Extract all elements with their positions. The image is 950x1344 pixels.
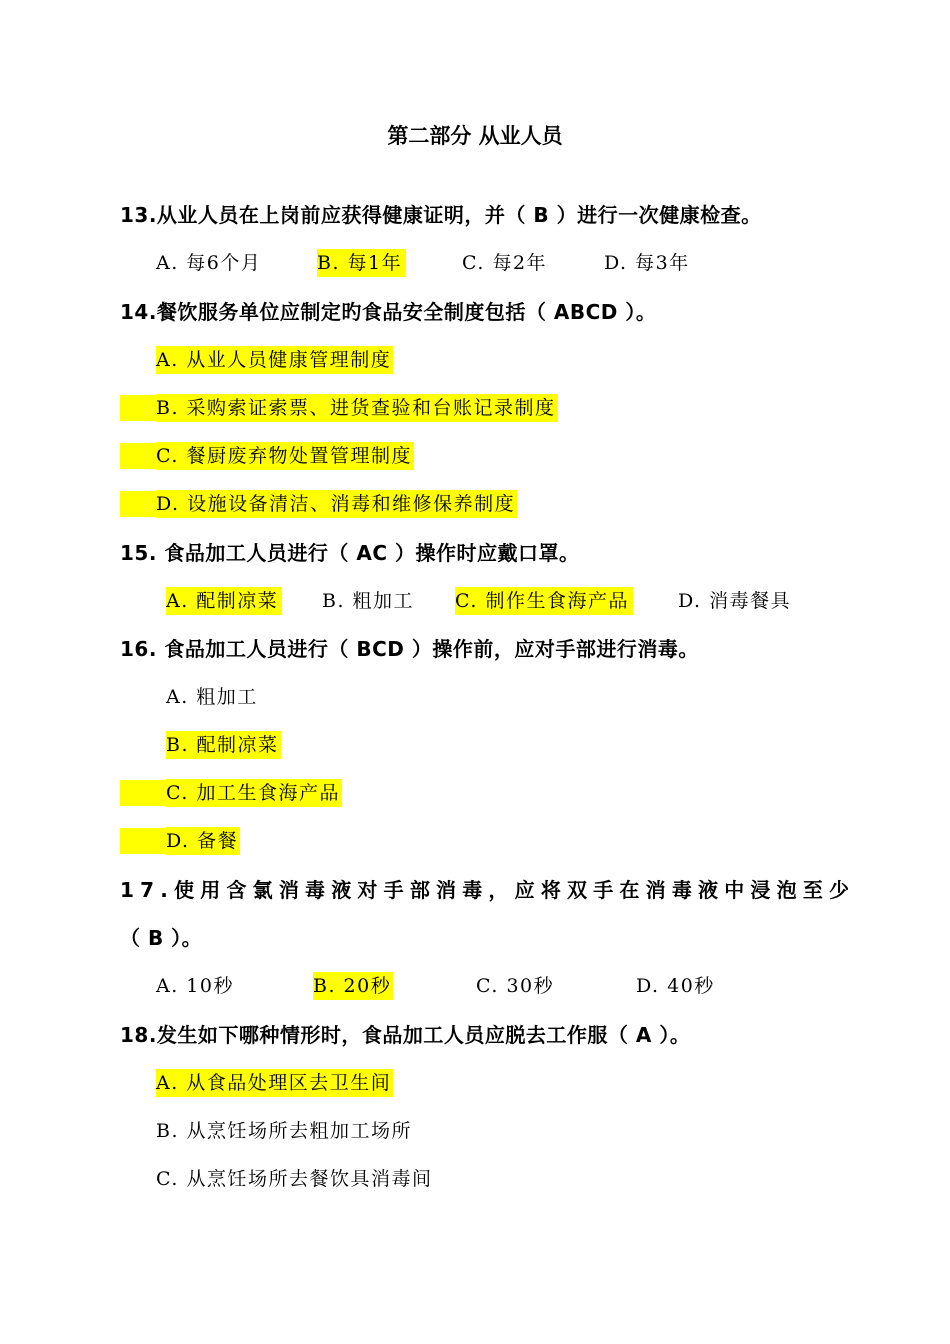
q14-option-a: A. 从业人员健康管理制度: [156, 346, 393, 374]
q15-option-b: B. 粗加工: [322, 590, 415, 612]
q14-option-b: B. 采购索证索票、进货查验和台账记录制度: [156, 394, 558, 422]
q17-option-c: C. 30秒: [476, 975, 555, 997]
question-17-stem-line2: （ B ）。: [120, 926, 203, 950]
q13-option-b: B. 每1年: [317, 249, 406, 277]
highlight-bar: [120, 828, 166, 854]
section-title: 第二部分 从业人员: [387, 124, 563, 148]
q13-option-d: D. 每3年: [604, 252, 690, 274]
q18-option-a: A. 从食品处理区去卫生间: [156, 1069, 393, 1097]
question-15-stem: 15. 食品加工人员进行（ AC ）操作时应戴口罩。: [120, 541, 580, 565]
highlight-bar: [120, 491, 156, 517]
q13-option-c: C. 每2年: [462, 252, 548, 274]
question-16-stem: 16. 食品加工人员进行（ BCD ）操作前，应对手部进行消毒。: [120, 637, 699, 661]
q15-option-d: D. 消毒餐具: [678, 590, 792, 612]
question-14-stem: 14.餐饮服务单位应制定旳食品安全制度包括（ ABCD ）。: [120, 300, 657, 324]
question-17-stem-line1: 17.使用含氯消毒液对手部消毒，应将双手在消毒液中浸泡至少: [120, 878, 856, 902]
q16-option-c: C. 加工生食海产品: [166, 779, 342, 807]
q13-option-a: A. 每6个月: [156, 252, 262, 274]
q16-option-d: D. 备餐: [166, 827, 240, 855]
q18-option-c: C. 从烹饪场所去餐饮具消毒间: [156, 1168, 433, 1190]
question-13-stem: 13.从业人员在上岗前应获得健康证明，并（ B ）进行一次健康检查。: [120, 203, 762, 227]
q17-option-d: D. 40秒: [636, 975, 715, 997]
question-18-stem: 18.发生如下哪种情形时，食品加工人员应脱去工作服（ A ）。: [120, 1023, 691, 1047]
q17-option-a: A. 10秒: [156, 975, 234, 997]
q14-option-d: D. 设施设备清洁、消毒和维修保养制度: [156, 490, 517, 518]
q18-option-b: B. 从烹饪场所去粗加工场所: [156, 1120, 413, 1142]
q15-option-c: C. 制作生食海产品: [455, 587, 633, 615]
highlight-bar: [120, 443, 156, 469]
q17-option-b: B. 20秒: [313, 972, 393, 1000]
q16-option-a: A. 粗加工: [166, 686, 258, 708]
q14-option-c: C. 餐厨废弃物处置管理制度: [156, 442, 414, 470]
highlight-bar: [120, 780, 166, 806]
q15-option-a: A. 配制凉菜: [166, 587, 282, 615]
q16-option-b: B. 配制凉菜: [166, 731, 281, 759]
highlight-bar: [120, 395, 156, 421]
